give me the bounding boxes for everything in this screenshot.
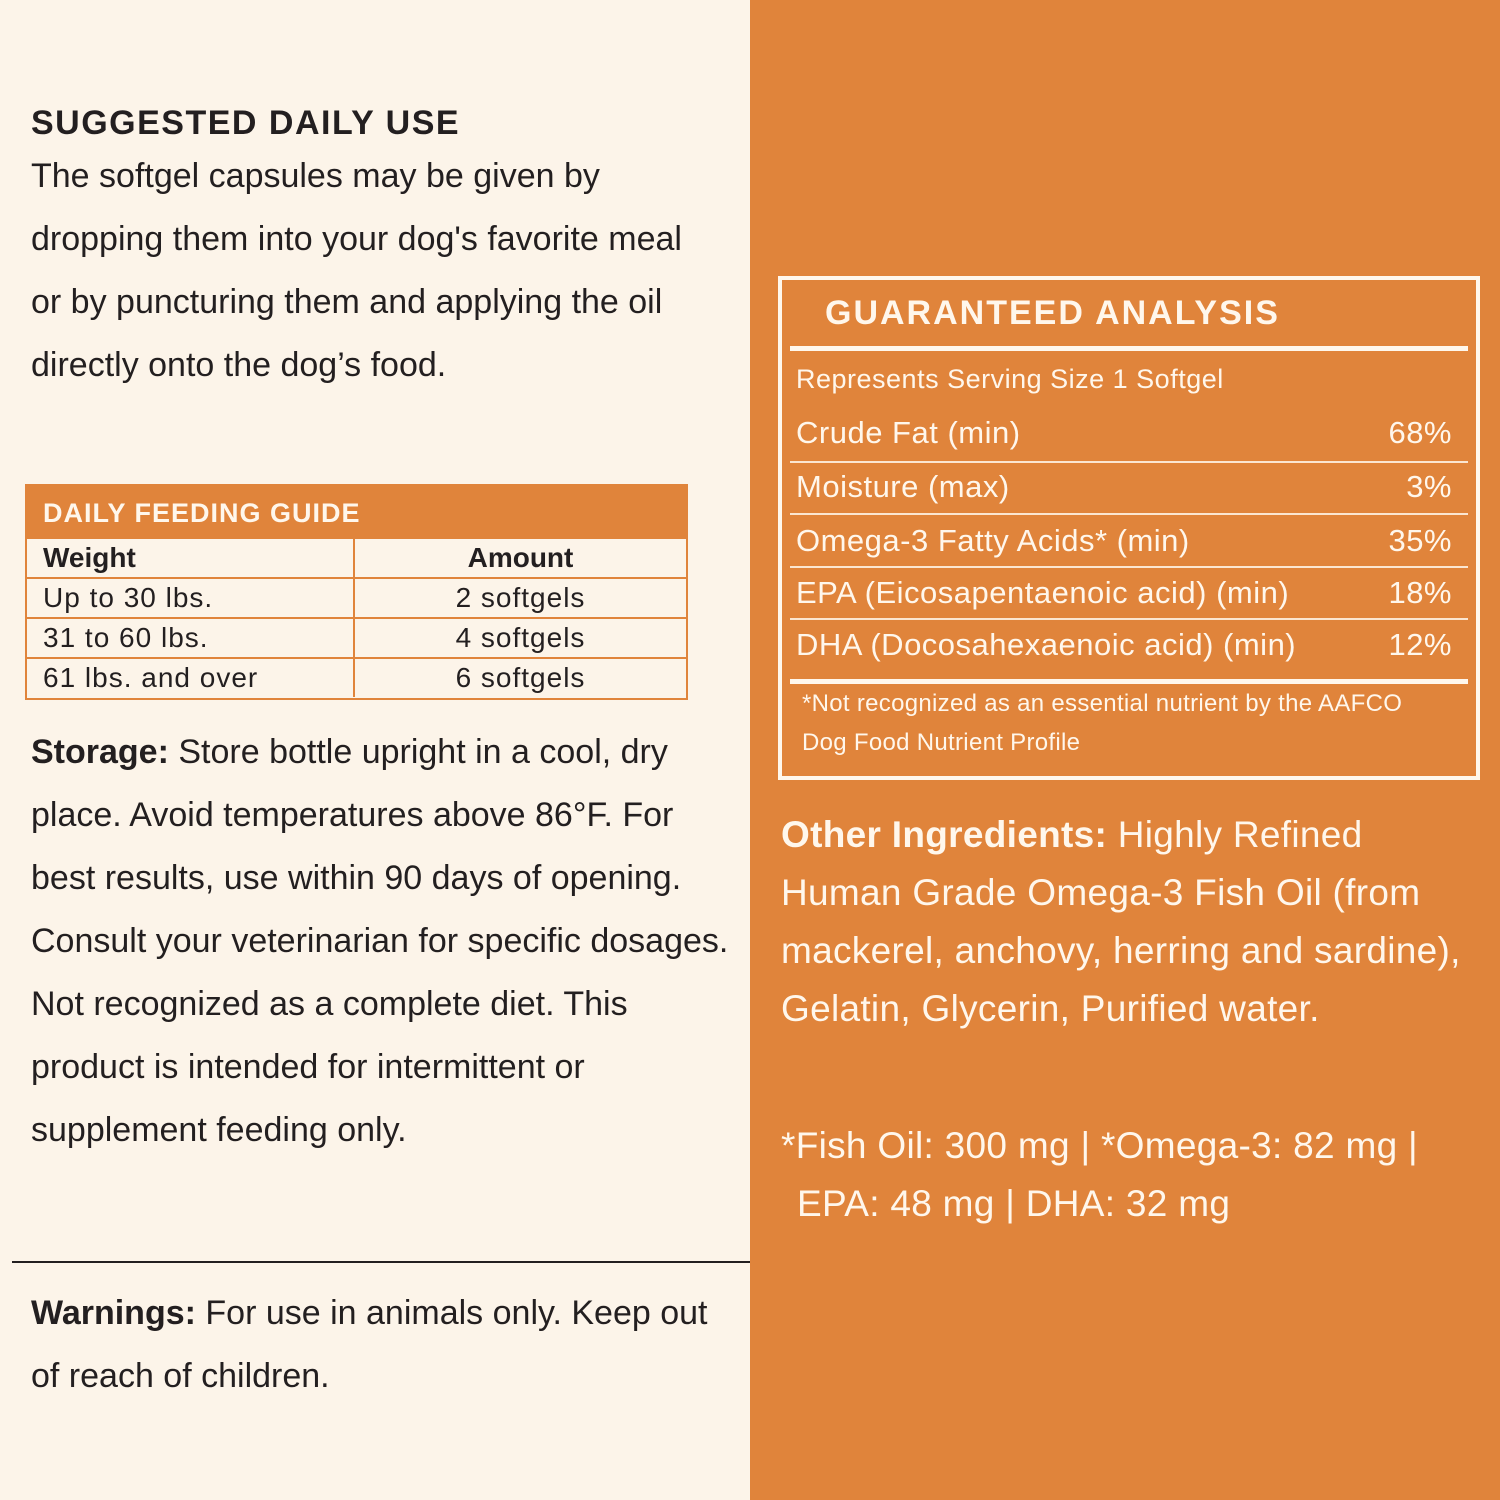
analysis-row	[796, 620, 1452, 670]
warnings-text: For use in animals only. Keep out of reach of children.	[31, 1294, 708, 1395]
weight-cell: 61 lbs. and over	[27, 658, 354, 697]
weight-cell: 31 to 60 lbs.	[27, 618, 354, 658]
analysis-label: Moisture (max)	[796, 469, 1010, 504]
analysis-value: 12%	[1388, 627, 1452, 662]
other-ingredients-text: Highly Refined Human Grade Omega-3 Fish Oil (from mackerel, anchovy, herring and sardine), Gelatin, Glycerin, Purified water.	[781, 814, 1461, 1029]
amounts-line-1: *Fish Oil: 300 mg | *Omega-3: 82 mg |	[781, 1125, 1418, 1166]
analysis-label: Crude Fat (min)	[796, 415, 1021, 450]
feeding-guide-title: DAILY FEEDING GUIDE	[27, 486, 686, 539]
section-divider	[12, 1261, 750, 1263]
storage-label: Storage:	[31, 733, 169, 771]
analysis-value: 3%	[1406, 469, 1452, 504]
heading-rule	[790, 346, 1468, 351]
row-divider	[790, 513, 1468, 515]
storage-text: Store bottle upright in a cool, dry place. Avoid temperatures above 86°F. For best results, use within 90 days of opening. Consult your veterinarian for specific dosages. Not recognized as a complete diet. This product is intended for intermittent or supplement feeding only.	[31, 733, 729, 1149]
amount-cell: 6 softgels	[354, 658, 686, 697]
analysis-value: 18%	[1388, 575, 1452, 610]
amounts-line-2: EPA: 48 mg | DHA: 32 mg	[797, 1183, 1231, 1224]
ingredient-amounts	[781, 1117, 1493, 1233]
analysis-row	[796, 568, 1452, 618]
table-row	[27, 578, 686, 618]
feeding-guide-table	[25, 484, 688, 700]
analysis-label: DHA (Docosahexaenoic acid) (min)	[796, 627, 1297, 662]
analysis-row	[796, 516, 1452, 566]
storage-paragraph	[31, 721, 731, 1162]
other-ingredients-label: Other Ingredients:	[781, 814, 1108, 855]
weight-column-header: Weight	[27, 539, 354, 578]
weight-cell: Up to 30 lbs.	[27, 578, 354, 618]
analysis-row	[796, 462, 1452, 512]
amount-cell: 2 softgels	[354, 578, 686, 618]
table-row	[27, 658, 686, 697]
suggested-use-text: The softgel capsules may be given by dropping them into your dog's favorite meal or by puncturing them and applying the oil directly onto the dog’s food.	[31, 157, 682, 384]
guaranteed-analysis-box	[778, 276, 1480, 780]
analysis-row	[796, 408, 1452, 458]
serving-size-text: Represents Serving Size 1 Softgel	[796, 364, 1224, 394]
analysis-value: 35%	[1388, 523, 1452, 558]
analysis-value: 68%	[1388, 415, 1452, 450]
amount-column-header: Amount	[467, 542, 574, 573]
other-ingredients-paragraph	[781, 806, 1481, 1038]
table-row	[27, 618, 686, 658]
feeding-guide-grid	[27, 539, 686, 697]
analysis-label: Omega-3 Fatty Acids* (min)	[796, 523, 1190, 558]
analysis-footnote: *Not recognized as an essential nutrient by the AAFCO Dog Food Nutrient Profile	[802, 690, 1403, 756]
analysis-label: EPA (Eicosapentaenoic acid) (min)	[796, 575, 1290, 610]
table-header-row	[27, 539, 686, 578]
warnings-label: Warnings:	[31, 1294, 196, 1332]
suggested-use-heading: SUGGESTED DAILY USE	[31, 104, 461, 142]
amount-cell: 4 softgels	[354, 618, 686, 658]
guaranteed-analysis-heading: GUARANTEED ANALYSIS	[825, 294, 1280, 332]
warnings-paragraph	[31, 1282, 741, 1408]
